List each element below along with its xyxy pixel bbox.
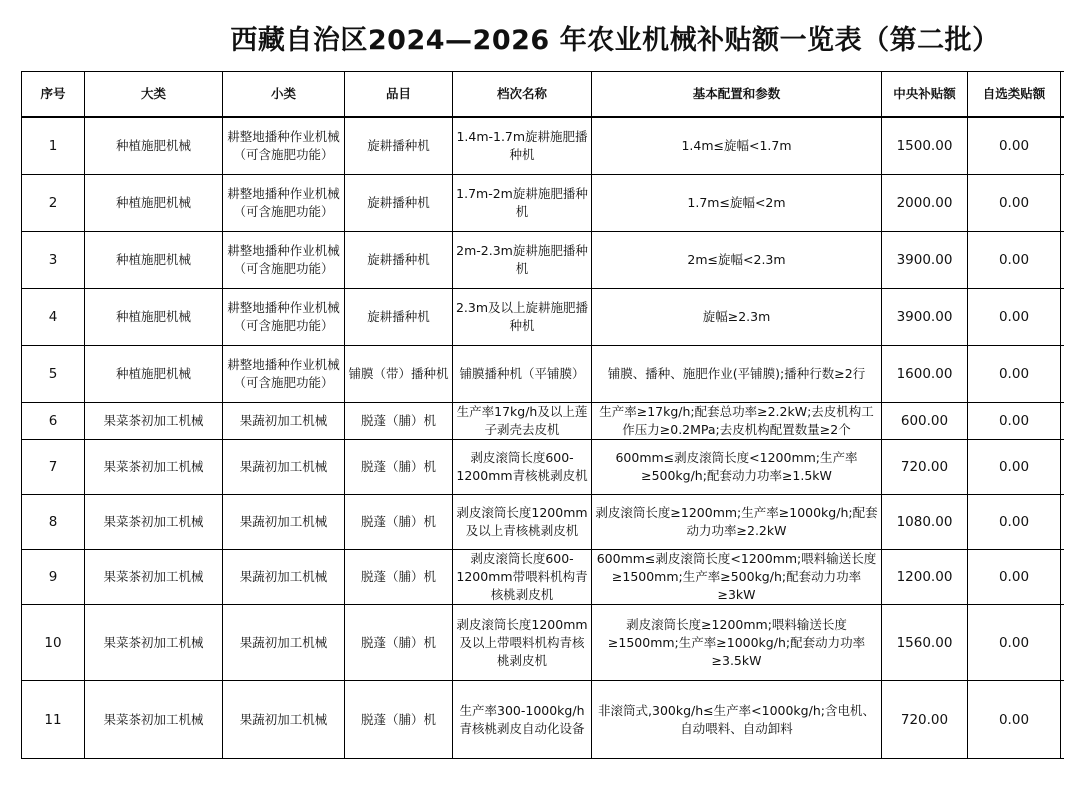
cell-optional: 0.00 [968,117,1061,175]
cell-config: 剥皮滚筒长度≥1200mm;生产率≥1000kg/h;配套动力功率≥2.2kW [592,495,882,550]
table-row [22,175,1065,232]
cell-item: 旋耕播种机 [345,232,453,289]
cell-grade: 生产率17kg/h及以上莲子剥壳去皮机 [453,403,592,440]
cell-central: 1560.00 [882,605,968,681]
table-row [22,117,1065,175]
header-item: 品目 [345,72,453,118]
header-row [22,72,1065,118]
cell-grade: 铺膜播种机（平铺膜） [453,346,592,403]
cell-config: 600mm≤剥皮滚筒长度<1200mm;喂料输送长度≥1500mm;生产率≥500kg/h;配套动力功率≥3kW [592,550,882,605]
cell-item: 脱蓬（脯）机 [345,440,453,495]
cell-optional: 0.00 [968,289,1061,346]
cell-grade: 剥皮滚筒长度600-1200mm青核桃剥皮机 [453,440,592,495]
cell-central: 1200.00 [882,550,968,605]
cell-config: 1.7m≤旋幅<2m [592,175,882,232]
cell-config: 600mm≤剥皮滚筒长度<1200mm;生产率≥500kg/h;配套动力功率≥1.5kW [592,440,882,495]
cell-subcategory: 耕整地播种作业机械（可含施肥功能） [223,346,345,403]
table-row [22,289,1065,346]
cell-optional: 0.00 [968,232,1061,289]
cell-central: 2000.00 [882,175,968,232]
cell-category: 种植施肥机械 [85,346,223,403]
cell-no: 8 [22,495,85,550]
cell-config: 旋幅≥2.3m [592,289,882,346]
cell-grade: 2m-2.3m旋耕施肥播种机 [453,232,592,289]
cell-no: 5 [22,346,85,403]
cell-subcategory: 果蔬初加工机械 [223,681,345,759]
cell-subcategory: 果蔬初加工机械 [223,495,345,550]
cell-no: 4 [22,289,85,346]
cell-central: 720.00 [882,440,968,495]
cell-no: 1 [22,117,85,175]
cell-config: 生产率≥17kg/h;配套总功率≥2.2kW;去皮机构工作压力≥0.2MPa;去皮机构配置数量≥2个 [592,403,882,440]
cell-category: 种植施肥机械 [85,175,223,232]
cell-optional: 0.00 [968,175,1061,232]
cell-category: 果菜茶初加工机械 [85,681,223,759]
cell-grade: 2.3m及以上旋耕施肥播种机 [453,289,592,346]
cell-config: 1.4m≤旋幅<1.7m [592,117,882,175]
header-no: 序号 [22,72,85,118]
cell-subcategory: 果蔬初加工机械 [223,440,345,495]
cell-optional: 0.00 [968,346,1061,403]
subsidy-table [21,71,1065,759]
header-optional-subsidy: 自选类贴额 [968,72,1061,118]
cell-optional: 0.00 [968,440,1061,495]
cell-item: 脱蓬（脯）机 [345,605,453,681]
cell-optional: 0.00 [968,403,1061,440]
cell-subcategory: 耕整地播种作业机械（可含施肥功能） [223,175,345,232]
cell-no: 9 [22,550,85,605]
cell-item: 脱蓬（脯）机 [345,495,453,550]
table-row [22,403,1065,440]
cell-no: 3 [22,232,85,289]
header-category: 大类 [85,72,223,118]
cell-optional: 0.00 [968,605,1061,681]
cell-central: 600.00 [882,403,968,440]
cell-no: 11 [22,681,85,759]
cell-subcategory: 果蔬初加工机械 [223,403,345,440]
document-title: 西藏自治区2024—2026 年农业机械补贴额一览表（第二批） [230,25,1000,56]
cell-central: 3900.00 [882,289,968,346]
cell-category: 果菜茶初加工机械 [85,403,223,440]
cell-item: 旋耕播种机 [345,289,453,346]
cell-config: 非滚筒式,300kg/h≤生产率<1000kg/h;含电机、自动喂料、自动卸料 [592,681,882,759]
cell-central: 3900.00 [882,232,968,289]
header-config: 基本配置和参数 [592,72,882,118]
cell-no: 2 [22,175,85,232]
cell-grade: 1.4m-1.7m旋耕施肥播种机 [453,117,592,175]
cell-category: 种植施肥机械 [85,289,223,346]
cell-item: 铺膜（带）播种机 [345,346,453,403]
cell-config: 剥皮滚筒长度≥1200mm;喂料输送长度≥1500mm;生产率≥1000kg/h;配套动力功率≥3.5kW [592,605,882,681]
cell-category: 果菜茶初加工机械 [85,495,223,550]
cell-central: 720.00 [882,681,968,759]
cell-grade: 剥皮滚筒长度1200mm及以上带喂料机构青核桃剥皮机 [453,605,592,681]
cell-item: 脱蓬（脯）机 [345,403,453,440]
header-subcategory: 小类 [223,72,345,118]
table-row [22,440,1065,495]
cell-item: 脱蓬（脯）机 [345,550,453,605]
cell-subcategory: 果蔬初加工机械 [223,550,345,605]
cell-category: 果菜茶初加工机械 [85,605,223,681]
cell-category: 种植施肥机械 [85,117,223,175]
table-row [22,550,1065,605]
table-row [22,346,1065,403]
cell-item: 旋耕播种机 [345,175,453,232]
cell-subcategory: 耕整地播种作业机械（可含施肥功能） [223,232,345,289]
cell-no: 10 [22,605,85,681]
cell-config: 2m≤旋幅<2.3m [592,232,882,289]
cell-grade: 剥皮滚筒长度600-1200mm带喂料机构青核桃剥皮机 [453,550,592,605]
table-row [22,605,1065,681]
cell-item: 旋耕播种机 [345,117,453,175]
cell-category: 果菜茶初加工机械 [85,440,223,495]
cell-central: 1500.00 [882,117,968,175]
table-row [22,495,1065,550]
cell-subcategory: 果蔬初加工机械 [223,605,345,681]
cell-config: 铺膜、播种、施肥作业(平铺膜);播种行数≥2行 [592,346,882,403]
cell-subcategory: 耕整地播种作业机械（可含施肥功能） [223,289,345,346]
header-central-subsidy: 中央补贴额 [882,72,968,118]
cell-grade: 生产率300-1000kg/h青核桃剥皮自动化设备 [453,681,592,759]
cell-central: 1600.00 [882,346,968,403]
cell-no: 6 [22,403,85,440]
cell-item: 脱蓬（脯）机 [345,681,453,759]
table-row [22,232,1065,289]
header-grade: 档次名称 [453,72,592,118]
cell-central: 1080.00 [882,495,968,550]
cell-grade: 剥皮滚筒长度1200mm及以上青核桃剥皮机 [453,495,592,550]
cell-category: 果菜茶初加工机械 [85,550,223,605]
cell-optional: 0.00 [968,681,1061,759]
cell-category: 种植施肥机械 [85,232,223,289]
cell-optional: 0.00 [968,495,1061,550]
cell-no: 7 [22,440,85,495]
cell-subcategory: 耕整地播种作业机械（可含施肥功能） [223,117,345,175]
cell-optional: 0.00 [968,550,1061,605]
cell-grade: 1.7m-2m旋耕施肥播种机 [453,175,592,232]
table-row [22,681,1065,759]
